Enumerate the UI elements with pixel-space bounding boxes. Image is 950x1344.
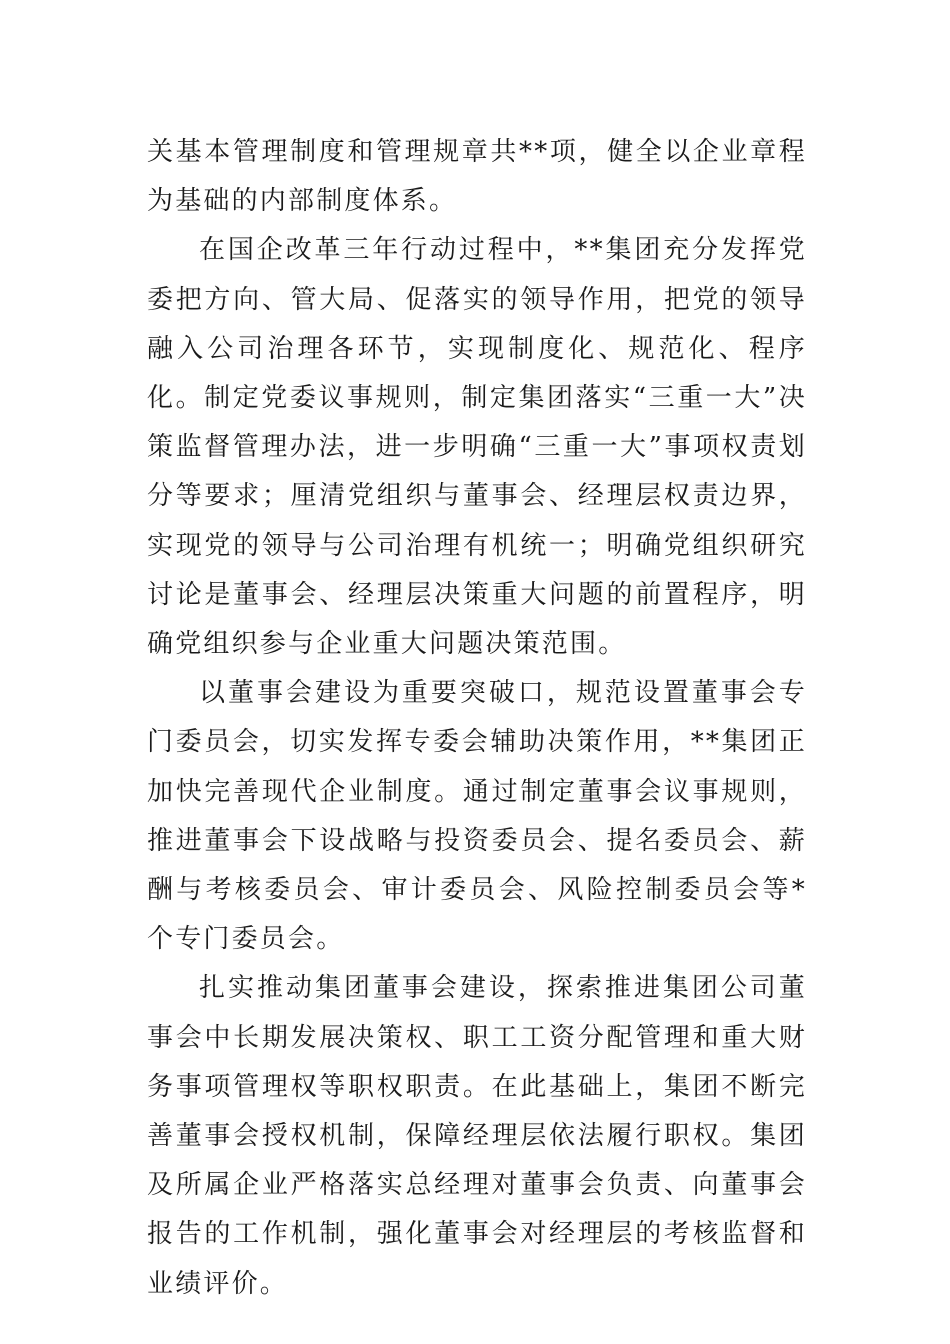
paragraph-continuation: 关基本管理制度和管理规章共**项，健全以企业章程为基础的内部制度体系。 <box>147 137 807 217</box>
document-body <box>147 128 807 1309</box>
paragraph-board-authority: 扎实推动集团董事会建设，探索推进集团公司董事会中长期发展决策权、职工工资分配管理和重大财务事项管理权等职权职责。在此基础上，集团不断完善董事会授权机制，保障经理层依法履行职权。集团及所属企业严格落实总经理对董事会负责、向董事会报告的工作机制，强化董事会对经理层的考核监督和业绩评价。 <box>147 973 807 1299</box>
paragraph-board-committees: 以董事会建设为重要突破口，规范设置董事会专门委员会，切实发挥专委会辅助决策作用，**集团正加快完善现代企业制度。通过制定董事会议事规则，推进董事会下设战略与投资委员会、提名委员会、薪酬与考核委员会、审计委员会、风险控制委员会等*个专门委员会。 <box>147 678 807 955</box>
paragraph-party-leadership: 在国企改革三年行动过程中，**集团充分发挥党委把方向、管大局、促落实的领导作用，把党的领导融入公司治理各环节，实现制度化、规范化、程序化。制定党委议事规则，制定集团落实“三重一大”决策监督管理办法，进一步明确“三重一大”事项权责划分等要求；厘清党组织与董事会、经理层权责边界，实现党的领导与公司治理有机统一；明确党组织研究讨论是董事会、经理层决策重大问题的前置程序，明确党组织参与企业重大问题决策范围。 <box>147 235 807 660</box>
